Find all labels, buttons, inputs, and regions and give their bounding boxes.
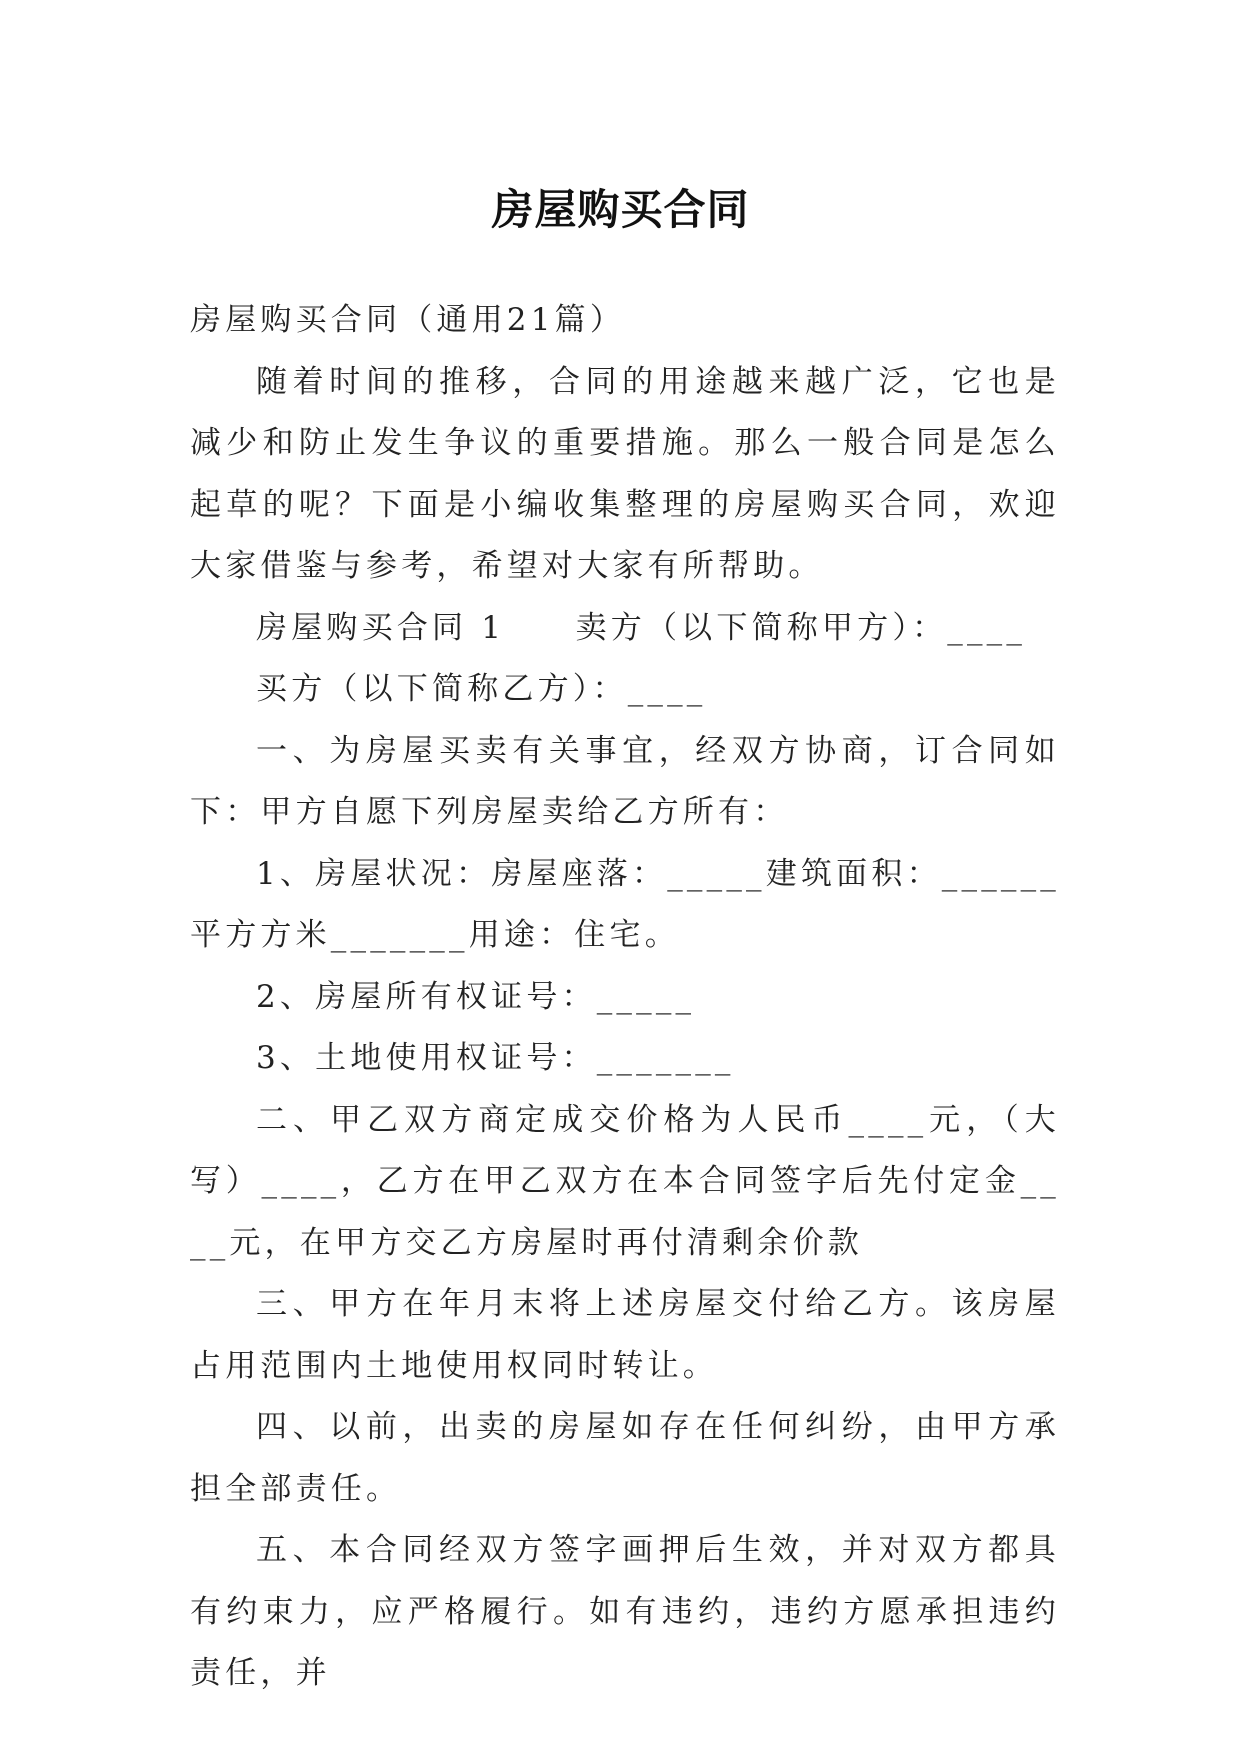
clause-5-paragraph: 五、本合同经双方签字画押后生效，并对双方都具有约束力，应严格履行。如有违约，违约方愿承担违约责任，并 xyxy=(190,1532,1060,1691)
clause-1-paragraph: 一、为房屋买卖有关事宜，经双方协商，订合同如下：甲方自愿下列房屋卖给乙方所有： xyxy=(190,732,1060,830)
house-condition-paragraph: 1、房屋状况：房屋座落：_____建筑面积：______平方方米_______用途：住宅。 xyxy=(190,855,1060,953)
subtitle-paragraph: 房屋购买合同（通用21篇） xyxy=(190,302,626,338)
intro-paragraph: 随着时间的推移，合同的用途越来越广泛，它也是减少和防止发生争议的重要措施。那么一般合同是怎么起草的呢？下面是小编收集整理的房屋购买合同，欢迎大家借鉴与参考，希望对大家有所帮助。 xyxy=(190,363,1060,584)
buyer-line: 买方（以下简称乙方）：____ xyxy=(256,671,707,707)
clause-4-paragraph: 四、以前，出卖的房屋如存在任何纠纷，由甲方承担全部责任。 xyxy=(190,1409,1060,1507)
ownership-cert-paragraph: 2、房屋所有权证号：_____ xyxy=(256,978,696,1015)
document-title: 房屋购买合同 xyxy=(491,185,750,235)
clause-2-paragraph: 二、甲乙双方商定成交价格为人民币____元，（大写）____，乙方在甲乙双方在本合同签字后先付定金____元，在甲方交乙方房屋时再付清剩余价款 xyxy=(190,1101,1060,1261)
document-body xyxy=(190,290,1060,1705)
contract-heading-seller: 房屋购买合同 1 卖方（以下简称甲方）：____ xyxy=(256,609,1027,646)
land-cert-paragraph: 3、土地使用权证号：_______ xyxy=(256,1040,735,1076)
clause-3-paragraph: 三、甲方在年月末将上述房屋交付给乙方。该房屋占用范围内土地使用权同时转让。 xyxy=(190,1286,1060,1384)
